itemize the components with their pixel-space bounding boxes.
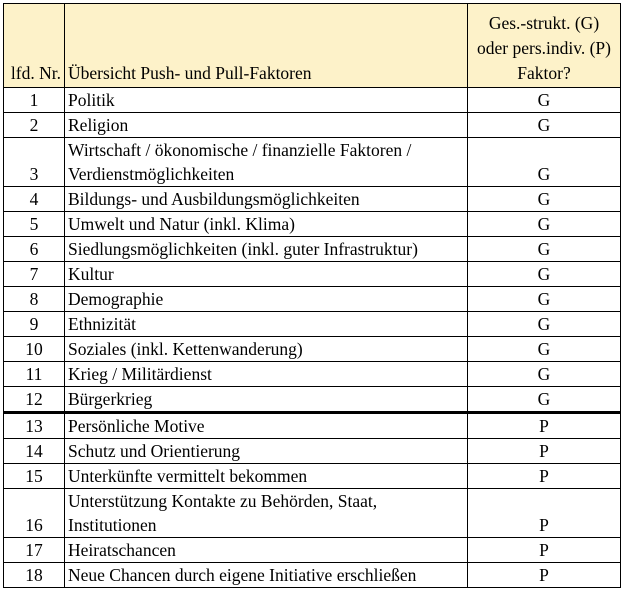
description-line: Neue Chancen durch eigene Initiative erschließen (68, 565, 417, 585)
description-line: Bildungs- und Ausbildungsmöglichkeiten (68, 189, 360, 209)
description-line: Wirtschaft / ökonomische / finanzielle Faktoren / (68, 140, 412, 160)
row-description (65, 362, 468, 387)
description-line: Religion (68, 115, 129, 135)
row-factor: G (468, 287, 621, 312)
description-line: Soziales (inkl. Kettenwanderung) (68, 339, 303, 359)
header-row (4, 4, 621, 88)
table-row (4, 538, 621, 563)
push-pull-table (3, 3, 621, 588)
row-description (65, 439, 468, 464)
header-description: Übersicht Push- und Pull-Faktoren (65, 4, 468, 88)
row-description (65, 138, 468, 187)
row-description (65, 187, 468, 212)
row-factor: G (468, 237, 621, 262)
table-row (4, 563, 621, 588)
description-line: Politik (68, 90, 115, 110)
row-number: 14 (4, 439, 65, 464)
row-description (65, 337, 468, 362)
description-line: Heiratschancen (68, 540, 176, 560)
table-row (4, 212, 621, 237)
row-number: 18 (4, 563, 65, 588)
row-factor: G (468, 212, 621, 237)
row-number: 16 (4, 489, 65, 538)
row-number: 10 (4, 337, 65, 362)
table-row (4, 312, 621, 337)
row-factor: G (468, 312, 621, 337)
row-number: 13 (4, 413, 65, 439)
header-factor-line-2: oder pers.indiv. (P) (477, 38, 611, 58)
row-description (65, 113, 468, 138)
row-factor: P (468, 563, 621, 588)
table-row (4, 413, 621, 439)
row-number: 3 (4, 138, 65, 187)
header-factor-line-1: Ges.-strukt. (G) (488, 13, 600, 33)
description-line: Siedlungsmöglichkeiten (inkl. guter Infrastruktur) (68, 239, 418, 259)
row-description (65, 489, 468, 538)
row-number: 15 (4, 464, 65, 489)
table-row (4, 287, 621, 312)
table-row (4, 337, 621, 362)
table-row (4, 489, 621, 538)
row-number: 8 (4, 287, 65, 312)
row-factor: G (468, 337, 621, 362)
row-number: 2 (4, 113, 65, 138)
row-description (65, 212, 468, 237)
row-description (65, 88, 468, 113)
row-number: 1 (4, 88, 65, 113)
description-line: Umwelt und Natur (inkl. Klima) (68, 214, 295, 234)
table-row (4, 439, 621, 464)
header-nr: lfd. Nr. (4, 4, 65, 88)
description-line: Schutz und Orientierung (68, 441, 241, 461)
table-row (4, 362, 621, 387)
row-factor: P (468, 413, 621, 439)
description-line: Institutionen (68, 515, 157, 535)
table-row (4, 237, 621, 262)
row-description (65, 387, 468, 413)
header-factor (468, 4, 621, 88)
description-line: Demographie (68, 289, 164, 309)
table-row (4, 464, 621, 489)
row-description (65, 563, 468, 588)
row-factor: P (468, 538, 621, 563)
row-description (65, 538, 468, 563)
row-number: 7 (4, 262, 65, 287)
table-row (4, 187, 621, 212)
description-line: Verdienstmöglichkeiten (68, 164, 235, 184)
row-factor: P (468, 464, 621, 489)
row-number: 17 (4, 538, 65, 563)
row-number: 11 (4, 362, 65, 387)
row-number: 4 (4, 187, 65, 212)
row-factor: G (468, 362, 621, 387)
description-line: Krieg / Militärdienst (68, 364, 212, 384)
description-line: Persönliche Motive (68, 416, 205, 436)
description-line: Unterstützung Kontakte zu Behörden, Staat, (68, 491, 378, 511)
row-number: 12 (4, 387, 65, 413)
row-description (65, 237, 468, 262)
row-factor: G (468, 113, 621, 138)
row-number: 6 (4, 237, 65, 262)
row-factor: G (468, 88, 621, 113)
row-factor: G (468, 262, 621, 287)
header-factor-line-3: Faktor? (517, 63, 571, 83)
table-row (4, 88, 621, 113)
description-line: Unterkünfte vermittelt bekommen (68, 466, 308, 486)
row-description (65, 464, 468, 489)
row-factor: P (468, 489, 621, 538)
row-factor: G (468, 138, 621, 187)
row-number: 9 (4, 312, 65, 337)
table-row (4, 113, 621, 138)
table-header (4, 4, 621, 88)
table-body (4, 88, 621, 588)
row-description (65, 413, 468, 439)
row-factor: P (468, 439, 621, 464)
table-row (4, 262, 621, 287)
table-row (4, 387, 621, 413)
table-row (4, 138, 621, 187)
description-line: Ethnizität (68, 314, 137, 334)
row-number: 5 (4, 212, 65, 237)
row-description (65, 287, 468, 312)
row-factor: G (468, 387, 621, 413)
row-description (65, 312, 468, 337)
row-factor: G (468, 187, 621, 212)
description-line: Bürgerkrieg (68, 389, 153, 409)
row-description (65, 262, 468, 287)
description-line: Kultur (68, 264, 114, 284)
